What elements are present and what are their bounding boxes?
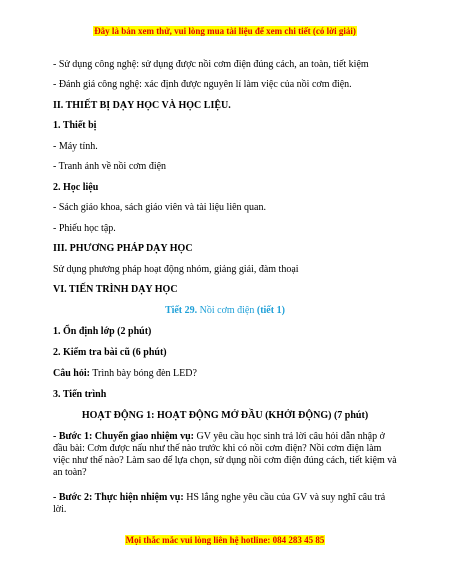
section-heading-methods: III. PHƯƠNG PHÁP DẠY HỌC — [53, 243, 193, 254]
subheading-equipment: 1. Thiết bị — [53, 120, 97, 131]
activity-step-2 — [53, 492, 398, 516]
preview-notice-banner — [0, 26, 450, 36]
section-heading-process: VI. TIẾN TRÌNH DẠY HỌC — [53, 284, 178, 295]
hotline-notice-text: Mọi thắc mắc vui lòng liên hệ hotline: 084 283 45 85 — [125, 535, 325, 545]
lesson-part: (tiết 1) — [256, 305, 285, 316]
review-question — [53, 368, 197, 380]
activity-heading: HOẠT ĐỘNG 1: HOẠT ĐỘNG MỞ ĐẦU (KHỞI ĐỘNG) (7 phút) — [81, 410, 369, 421]
step2-text: HS lắng nghe yêu cầu của GV và suy nghĩ câu trả lời. — [53, 492, 386, 515]
subheading-materials: 2. Học liệu — [53, 182, 99, 193]
step2-label: - Bước 2: Thực hiện nhiệm vụ: — [53, 492, 184, 503]
section-heading-equipment: II. THIẾT BỊ DẠY HỌC VÀ HỌC LIỆU. — [53, 100, 231, 111]
step-process: 3. Tiến trình — [53, 389, 107, 400]
activity-step-1 — [53, 431, 398, 479]
preview-notice-text: Đây là bản xem thử, vui lòng mua tài liệu để xem chi tiết (có lời giải) — [94, 26, 356, 36]
list-item-worksheet: - Phiếu học tập. — [53, 223, 116, 234]
lesson-number: Tiết 29. — [165, 305, 198, 316]
step1-text: GV yêu cầu học sinh trả lời câu hỏi dẫn nhập ở đầu bài: Cơm được nấu như thế nào trước khi có nồi cơm điện? Nồi cơm điện làm việc như thế nào? Làm sao để lựa chọn, sử dụng nồi cơm điện đúng cách, tiết kiệm và an toàn? — [53, 431, 397, 478]
lesson-name: Nồi cơm điện — [197, 305, 257, 316]
line-technology-use: - Sử dụng công nghệ: sử dụng được nồi cơm điện đúng cách, an toàn, tiết kiệm — [53, 59, 369, 70]
methods-text: Sử dụng phương pháp hoạt động nhóm, giảng giải, đàm thoại — [53, 264, 299, 275]
hotline-notice-banner — [0, 535, 450, 545]
list-item-pictures: - Tranh ảnh về nồi cơm điện — [53, 161, 167, 172]
step1-label: - Bước 1: Chuyển giao nhiệm vụ: — [53, 431, 194, 442]
step-review-check: 2. Kiểm tra bài cũ (6 phút) — [53, 347, 167, 358]
question-text: Trình bày bóng đèn LED? — [89, 368, 197, 379]
step-class-stabilization: 1. Ổn định lớp (2 phút) — [53, 326, 152, 337]
list-item-computer: - Máy tính. — [53, 141, 98, 152]
lesson-title — [0, 305, 450, 317]
question-label: Câu hỏi: — [53, 368, 90, 379]
line-technology-evaluation: - Đánh giá công nghệ: xác định được nguyên lí làm việc của nồi cơm điện. — [53, 79, 352, 90]
list-item-textbooks: - Sách giáo khoa, sách giáo viên và tài liệu liên quan. — [53, 202, 266, 213]
